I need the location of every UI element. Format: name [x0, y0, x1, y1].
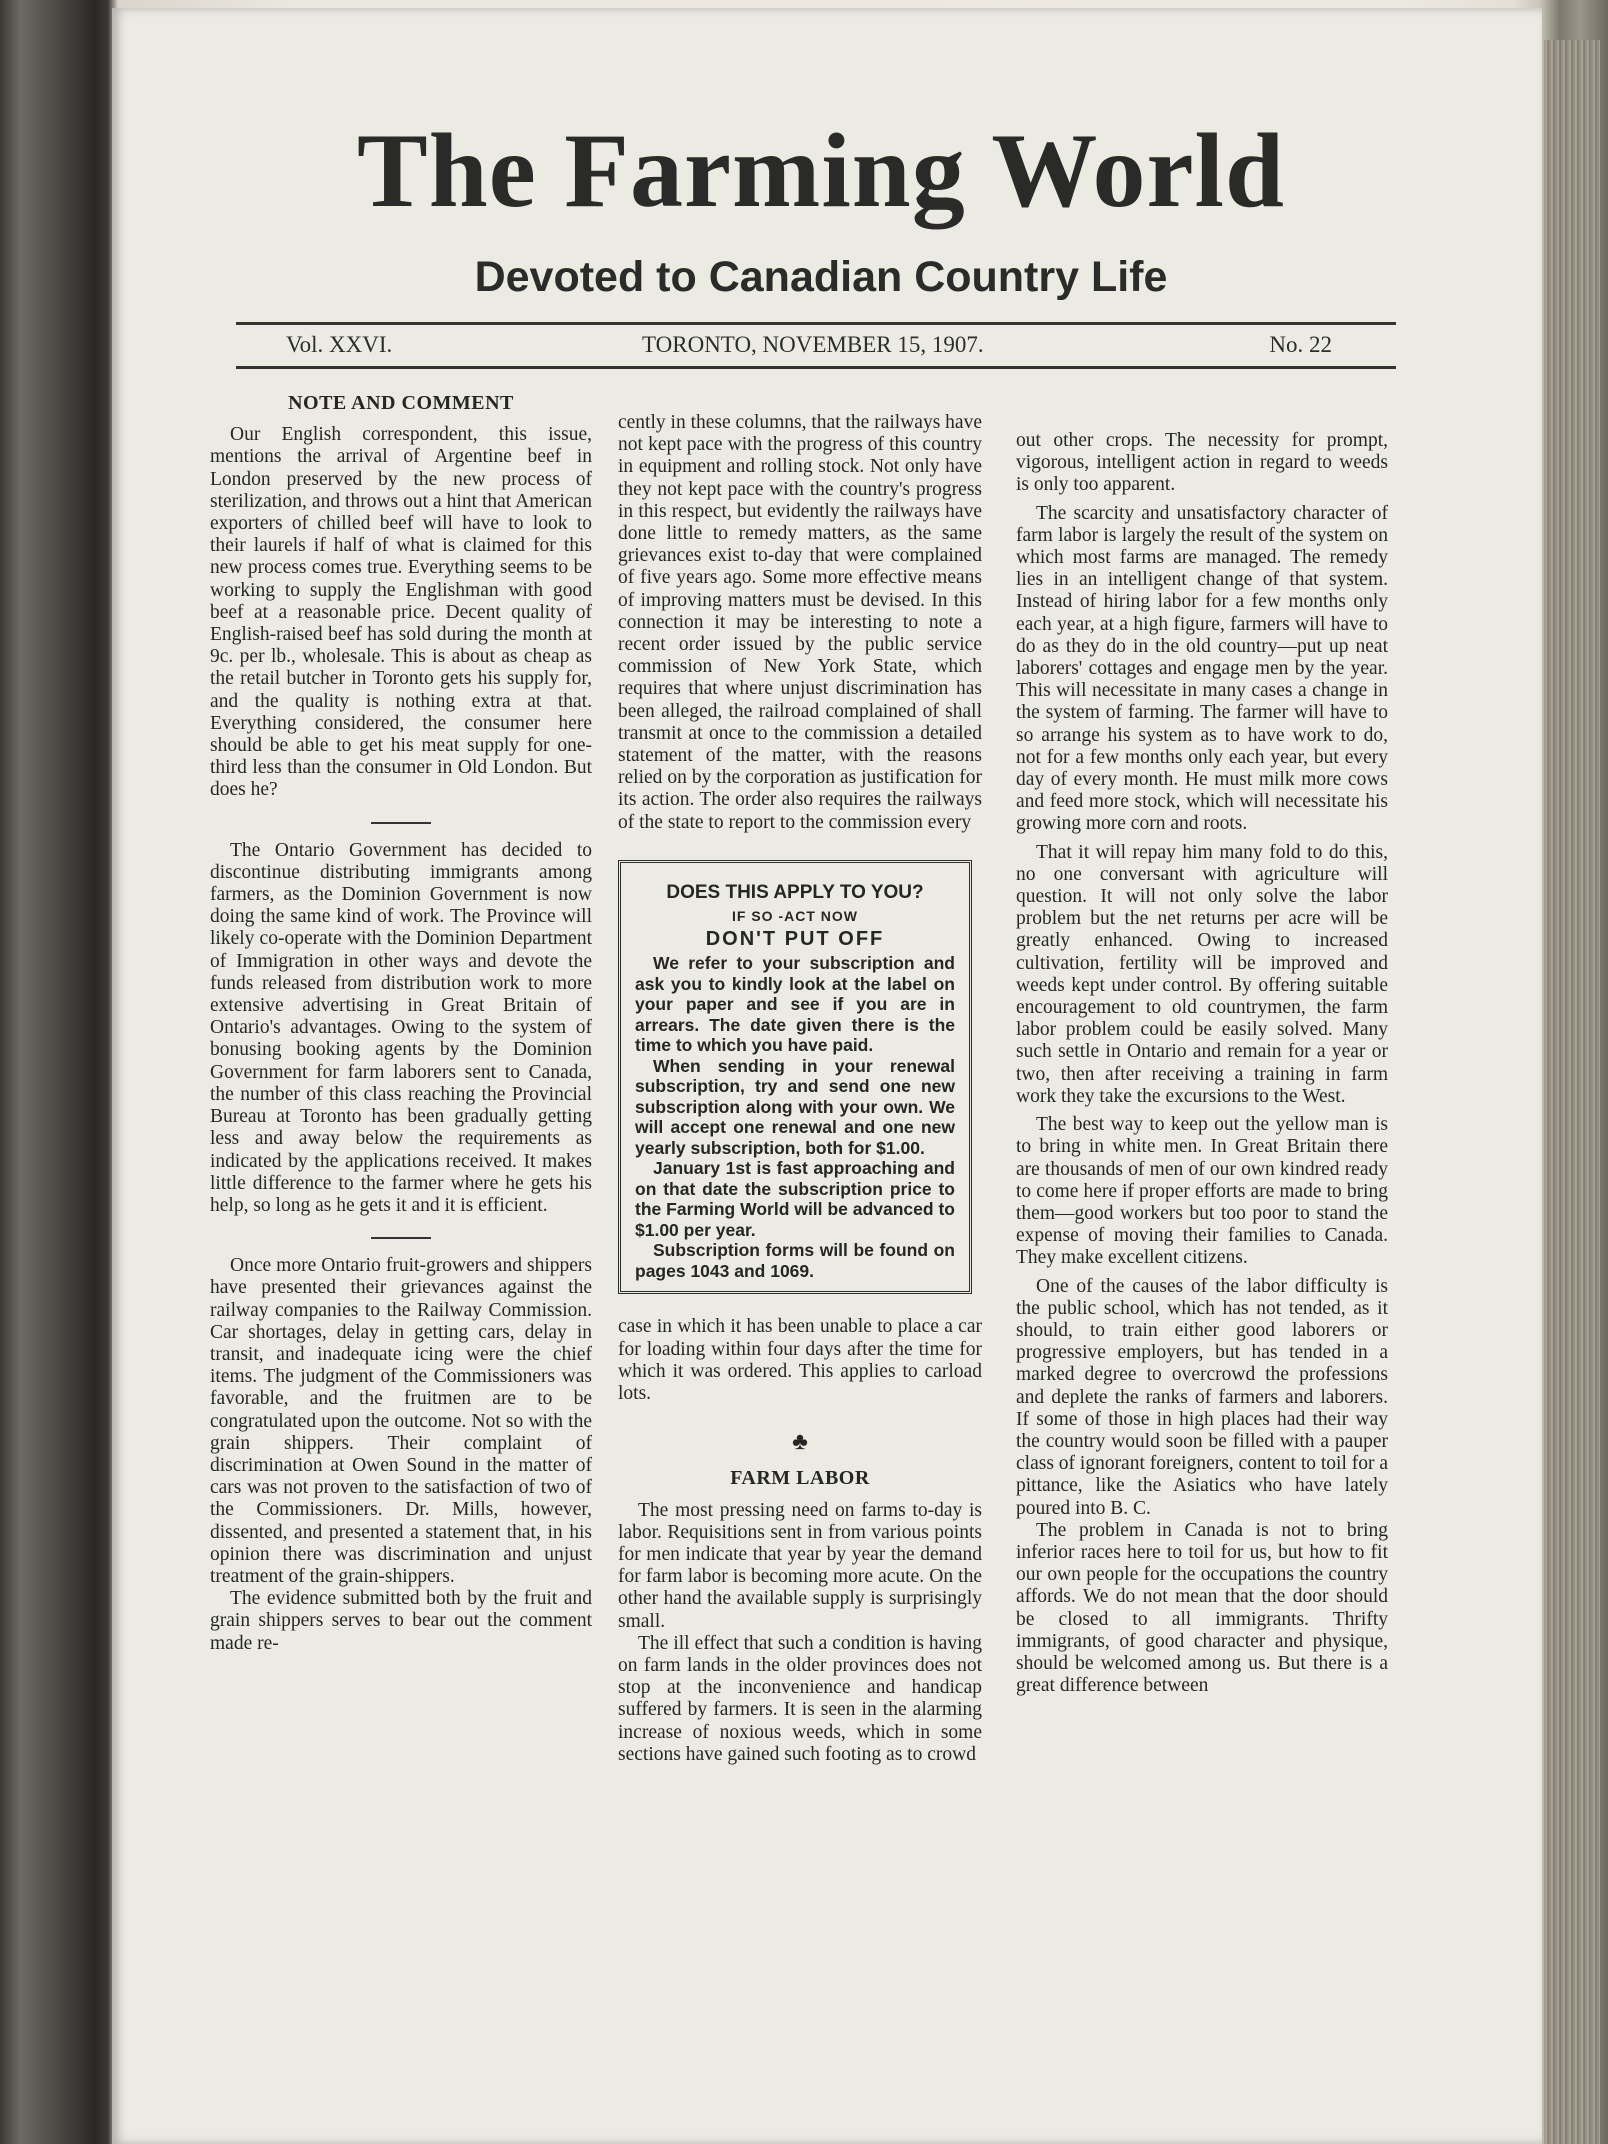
note-and-comment-heading: NOTE AND COMMENT [288, 392, 514, 414]
paragraph: The evidence submitted both by the fruit and grain shippers serves to bear out the comment made re- [210, 1588, 592, 1654]
box-paragraph: January 1st is fast approaching and on that date the subscription price to the Farming World will be advanced to $1.00 per year. [635, 1158, 955, 1240]
page-edge [1544, 40, 1600, 2144]
paragraph: The most pressing need on farms to-day is labor. Requisitions sent in from various points for men indicate that year by year the demand for farm labor is becoming more acute. On the other hand the available supply is surprisingly small. [618, 1499, 982, 1632]
paragraph: That it will repay him many fold to do this, no one conversant with agriculture will question. It will not only solve the labor problem but the net returns per acre will be greatly enhanced. Owing to increased cultivation, fertility will be improved and weeds kept under control. By offering suitable encouragement to old countrymen, the farm labor problem could be easily solved. Many such settle in Ontario and remain for a year or two, then after receiving a training in farm work they take the excursions to the West. [1016, 841, 1388, 1107]
paragraph: Our English correspondent, this issue, mentions the arrival of Argentine beef in London preserved by the new process of sterilization, and throws out a hint that American exporters of chilled beef will have to look to their laurels if half of what is claimed for this new process comes true. Everything seems to be working to supply the Englishman with good beef at a reasonable price. Decent quality of English-raised beef has sold during the month at 9c. per lb., wholesale. This is about as cheap as the retail butcher in Toronto gets his supply for, and the quality is nothing extra at that. Everything considered, the consumer here should be able to get his meat supply for one-third less than the consumer in Old London. But does he? [210, 424, 592, 801]
box-paragraph: We refer to your subscription and ask you to kindly look at the label on your paper and see if you are in arrears. The date given there is the time to which you have paid. [635, 953, 955, 1056]
paragraph: The best way to keep out the yellow man is to bring in white men. In Great Britain there are thousands of men of our own kindred ready to come here if proper efforts are made to bring them—good workers but too poor to stand the expense of moving their families to Canada. They make excellent citizens. [1016, 1114, 1388, 1269]
paragraph: cently in these columns, that the railways have not kept pace with the progress of this country in equipment and rolling stock. Not only have they not kept pace with the country's progress in this respect, but evidently the railways have done little to remedy matters, as the same grievances exist to-day that were complained of five years ago. Some more effective means of improving matters must be devised. In this connection it may be interesting to note a recent order issued by the public service commission of New York State, which requires that where unjust discrimination has been alleged, the railroad complained of shall transmit at once to the commission a detailed statement of the matter, with the reasons relied on by the corporation as justification for its action. The order also requires the railways of the state to report to the commission every [618, 412, 982, 833]
paragraph: case in which it has been unable to place a car for loading within four days after the time for which it was ordered. This applies to carload lots. [618, 1316, 982, 1404]
club-ornament-icon: ♣ [792, 1429, 808, 1456]
paragraph: out other crops. The necessity for prompt, vigorous, intelligent action in regard to weeds is only too apparent. [1016, 430, 1388, 496]
issue-line [282, 332, 1342, 368]
paragraph: One of the causes of the labor difficulty is the public school, which has not tended, as it should, to train either good laborers or progressive employers, but has tended in a marked degree to overcrowd the professions and deplete the ranks of farmers and laborers. If some of those in high places had their way the country would soon be filled with a pauper class of ignorant foreigners, content to toil for a pittance, like the Asiatics who have lately poured into B. C. [1016, 1275, 1389, 1519]
farm-labor-heading: FARM LABOR [730, 1467, 870, 1490]
box-paragraph: When sending in your renewal subscription, try and send one new subscription along with your own. We will accept one renewal and one new yearly subscription, both for $1.00. [635, 1055, 955, 1158]
column-1 [210, 392, 592, 1655]
paragraph: The scarcity and unsatisfactory character of farm labor is largely the result of the system on which most farms are managed. The remedy lies in an intelligent change of that system. Instead of hiring labor for a few months only each year, at a high figure, farmers will have to do as they do in the old country—put up neat laborers' cottages and engage men by the year. This will necessitate in many cases a change in the system of farming. The farmer will have to so arrange his system as to have work to do, not for a few months only each year, but every day of every month. He must milk more cows and feed more stock, which will necessitate his growing more corn and roots. [1016, 502, 1388, 835]
section-divider [371, 1237, 431, 1239]
volume-number: Vol. XXVI. [286, 332, 393, 357]
subscription-notice-box [618, 860, 972, 1295]
box-subheading: IF SO -ACT NOW [732, 908, 858, 925]
column-2 [618, 412, 982, 1766]
masthead-rule-top [236, 322, 1396, 325]
paragraph: The problem in Canada is not to bring inferior races here to toil for us, but how to fit our own people for the occupations the country affords. We do not mean that the door should be closed to all immigrants. Thrifty immigrants, of good character and physique, should be welcomed among us. But there is a great difference between [1016, 1519, 1388, 1697]
masthead-subtitle: Devoted to Canadian Country Life [474, 253, 1168, 301]
section-divider [371, 822, 431, 824]
paragraph: The Ontario Government has decided to discontinue distributing immigrants among farmers, as the Dominion Government is now doing the same kind of work. The Province will likely co-operate with the Dominion Department of Immigration in other ways and devote the funds released from distribution work to more extensive advertising in Great Britain of Ontario's advantages. Owing to the system of bonusing booking agents by the Dominion Government for farm laborers sent to Canada, the number of this class reaching the Provincial Bureau at Toronto has been gradually getting less and away below the requirements as indicated by the applications received. It makes little difference to the farmer where he gets his help, so long as he gets it and it is efficient. [210, 839, 592, 1216]
box-paragraph: Subscription forms will be found on pages 1043 and 1069. [635, 1240, 955, 1281]
masthead-title: The Farming World [357, 112, 1285, 229]
masthead-rule-bottom [236, 366, 1396, 369]
box-heading: DOES THIS APPLY TO YOU? [666, 881, 924, 903]
paragraph: Once more Ontario fruit-growers and shippers have presented their grievances against the railway companies to the Railway Commission. Car shortages, delay in getting cars, delay in transit, and inadequate icing were the chief items. The judgment of the Commissioners was favorable, and the fruitmen are to be congratulated upon the outcome. Not so with the grain shippers. Their complaint of discrimination at Owen Sound in the matter of cars was not proven to the satisfaction of two of the Commissioners. Dr. Mills, however, dissented, and presented a statement that, in his opinion there was discrimination and unjust treatment of the grain-shippers. [210, 1255, 592, 1587]
box-subheading: DON'T PUT OFF [705, 927, 885, 950]
paragraph: The ill effect that such a condition is having on farm lands in the older provinces does not stop at the inconvenience and handicap suffered by farmers. It is seen in the alarming increase of noxious weeds, which in some sections have gained such footing as to crowd [618, 1632, 982, 1765]
column-3 [1016, 430, 1388, 1697]
place-date: TORONTO, NOVEMBER 15, 1907. [642, 332, 984, 357]
issue-number: No. 22 [1269, 332, 1332, 357]
